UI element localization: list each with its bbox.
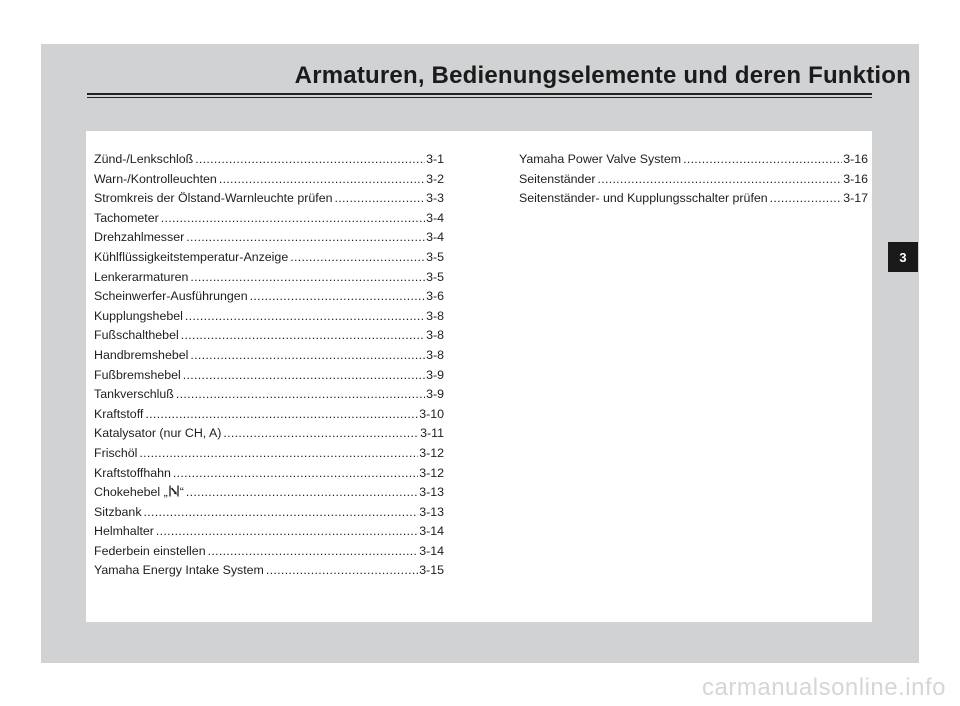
toc-leader-dots [156,524,418,538]
toc-entry[interactable] [94,191,444,211]
toc-leader-dots [266,563,418,577]
toc-entry-title: Kraftstoff [94,406,144,421]
toc-leader-dots [186,485,418,499]
toc-entry[interactable] [519,191,868,211]
toc-entry[interactable] [94,524,444,544]
toc-entry-title: Federbein einstellen [94,543,206,558]
toc-leader-dots [290,250,425,264]
toc-leader-dots [139,446,418,460]
toc-entry[interactable] [94,446,444,466]
toc-entry-page: 3-6 [426,289,444,304]
toc-entry[interactable] [94,309,444,329]
toc-entry-title: Yamaha Power Valve System [519,152,682,166]
toc-entry-page: 3-4 [426,230,444,245]
toc-entry-title: Stromkreis der Ölstand-Warnleuchte prüfen [94,191,333,206]
toc-entry-title: Handbremshebel [94,347,189,362]
toc-entry-page: 3-8 [426,347,444,362]
toc-entry[interactable] [94,328,444,348]
toc-entry-title: Warn-/Kontrolleuchten [94,171,217,186]
toc-leader-dots [219,172,425,186]
toc-entry[interactable] [94,250,444,270]
toc-leader-dots [597,172,842,186]
page-title: Armaturen, Bedienungselemente und deren Funktion [294,62,911,89]
toc-entry-title: Katalysator (nur CH, A) [94,426,222,441]
toc-entry[interactable] [94,466,444,486]
toc-entry[interactable] [94,211,444,231]
toc-entry-page: 3-13 [419,485,444,500]
toc-entry-title: Scheinwerfer-Ausführungen [94,289,248,304]
toc-entry-page: 3-5 [426,249,444,264]
toc-entry-page: 3-10 [419,406,444,421]
toc-entry-page: 3-17 [843,191,868,206]
toc-entry-title: Kühlflüssigkeitstemperatur-Anzeige [94,249,289,264]
toc-entry[interactable] [94,172,444,192]
toc-entry-title: Seitenständer [519,171,596,186]
toc-leader-dots [208,544,419,558]
toc-entry[interactable] [519,172,868,192]
chapter-tab[interactable]: 3 [888,242,918,272]
title-rule-thin [87,97,872,98]
toc-entry-page: 3-16 [843,171,868,186]
toc-leader-dots [186,230,425,244]
toc-leader-dots [183,368,425,382]
toc-entry-page: 3-13 [419,504,444,519]
toc-entry-page: 3-4 [426,210,444,225]
toc-entry[interactable] [94,152,444,172]
toc-entry[interactable] [94,407,444,427]
toc-entry[interactable] [94,563,444,583]
toc-entry-page: 3-14 [419,543,444,558]
toc-entry-title: Fußschalthebel [94,328,179,343]
title-rule-thick [87,93,872,95]
toc-entry[interactable] [94,348,444,368]
toc-left-column [94,152,444,583]
choke-symbol-icon [169,485,179,497]
toc-entry-page: 3-8 [426,328,444,343]
toc-leader-dots [144,505,419,519]
toc-entry-page: 3-1 [426,152,444,166]
toc-entry[interactable] [94,387,444,407]
toc-leader-dots [181,328,425,342]
toc-entry-choke[interactable] [94,485,444,505]
toc-leader-dots [195,152,425,166]
toc-leader-dots [335,191,426,205]
toc-entry-title: Yamaha Energy Intake System [94,563,264,578]
toc-leader-dots [176,387,425,401]
toc-entry-page: 3-9 [426,387,444,402]
toc-entry-title: Frischöl [94,445,138,460]
toc-leader-dots [683,152,842,166]
toc-entry[interactable] [94,544,444,564]
toc-entry-page: 3-2 [426,171,444,186]
toc-entry-title-suffix: “ [179,485,184,500]
toc-entry-title: Kraftstoffhahn [94,465,171,480]
toc-entry-title: Sitzbank [94,504,142,519]
toc-entry[interactable] [519,152,868,172]
toc-entry-title: Seitenständer- und Kupplungsschalter prüfen [519,191,768,206]
toc-leader-dots [223,426,419,440]
toc-entry[interactable] [94,505,444,525]
toc-leader-dots [250,289,425,303]
toc-entry[interactable] [94,230,444,250]
toc-entry-page: 3-12 [419,445,444,460]
toc-leader-dots [190,348,425,362]
toc-entry-page: 3-16 [843,152,868,166]
toc-entry-title: Zünd-/Lenkschloß [94,152,194,166]
toc-leader-dots [190,270,425,284]
toc-entry-title: Helmhalter [94,524,154,539]
toc-leader-dots [173,466,418,480]
toc-entry-title-prefix: Chokehebel „ [94,485,168,500]
toc-leader-dots [185,309,425,323]
toc-entry[interactable] [94,368,444,388]
watermark-text: carmanualsonline.info [702,674,946,701]
toc-entry-title [94,485,186,499]
toc-entry-title: Lenkerarmaturen [94,269,189,284]
toc-leader-dots [161,211,425,225]
toc-entry-page: 3-3 [426,191,444,206]
toc-entry[interactable] [94,270,444,290]
toc-entry[interactable] [94,289,444,309]
toc-entry-title: Tachometer [94,210,159,225]
toc-entry-title: Fußbremshebel [94,367,181,382]
toc-entry-page: 3-9 [426,367,444,382]
toc-entry-page: 3-12 [419,465,444,480]
toc-entry-title: Tankverschluß [94,387,174,402]
toc-right-column [519,152,868,211]
toc-entry-page: 3-14 [419,524,444,539]
toc-entry-title: Kupplungshebel [94,308,183,323]
toc-entry-title: Drehzahlmesser [94,230,185,245]
toc-entry-page: 3-15 [419,563,444,578]
toc-entry-page: 3-11 [420,426,444,441]
toc-leader-dots [770,191,843,205]
toc-entry-page: 3-8 [426,308,444,323]
toc-leader-dots [145,407,418,421]
toc-entry[interactable] [94,426,444,446]
toc-entry-page: 3-5 [426,269,444,284]
